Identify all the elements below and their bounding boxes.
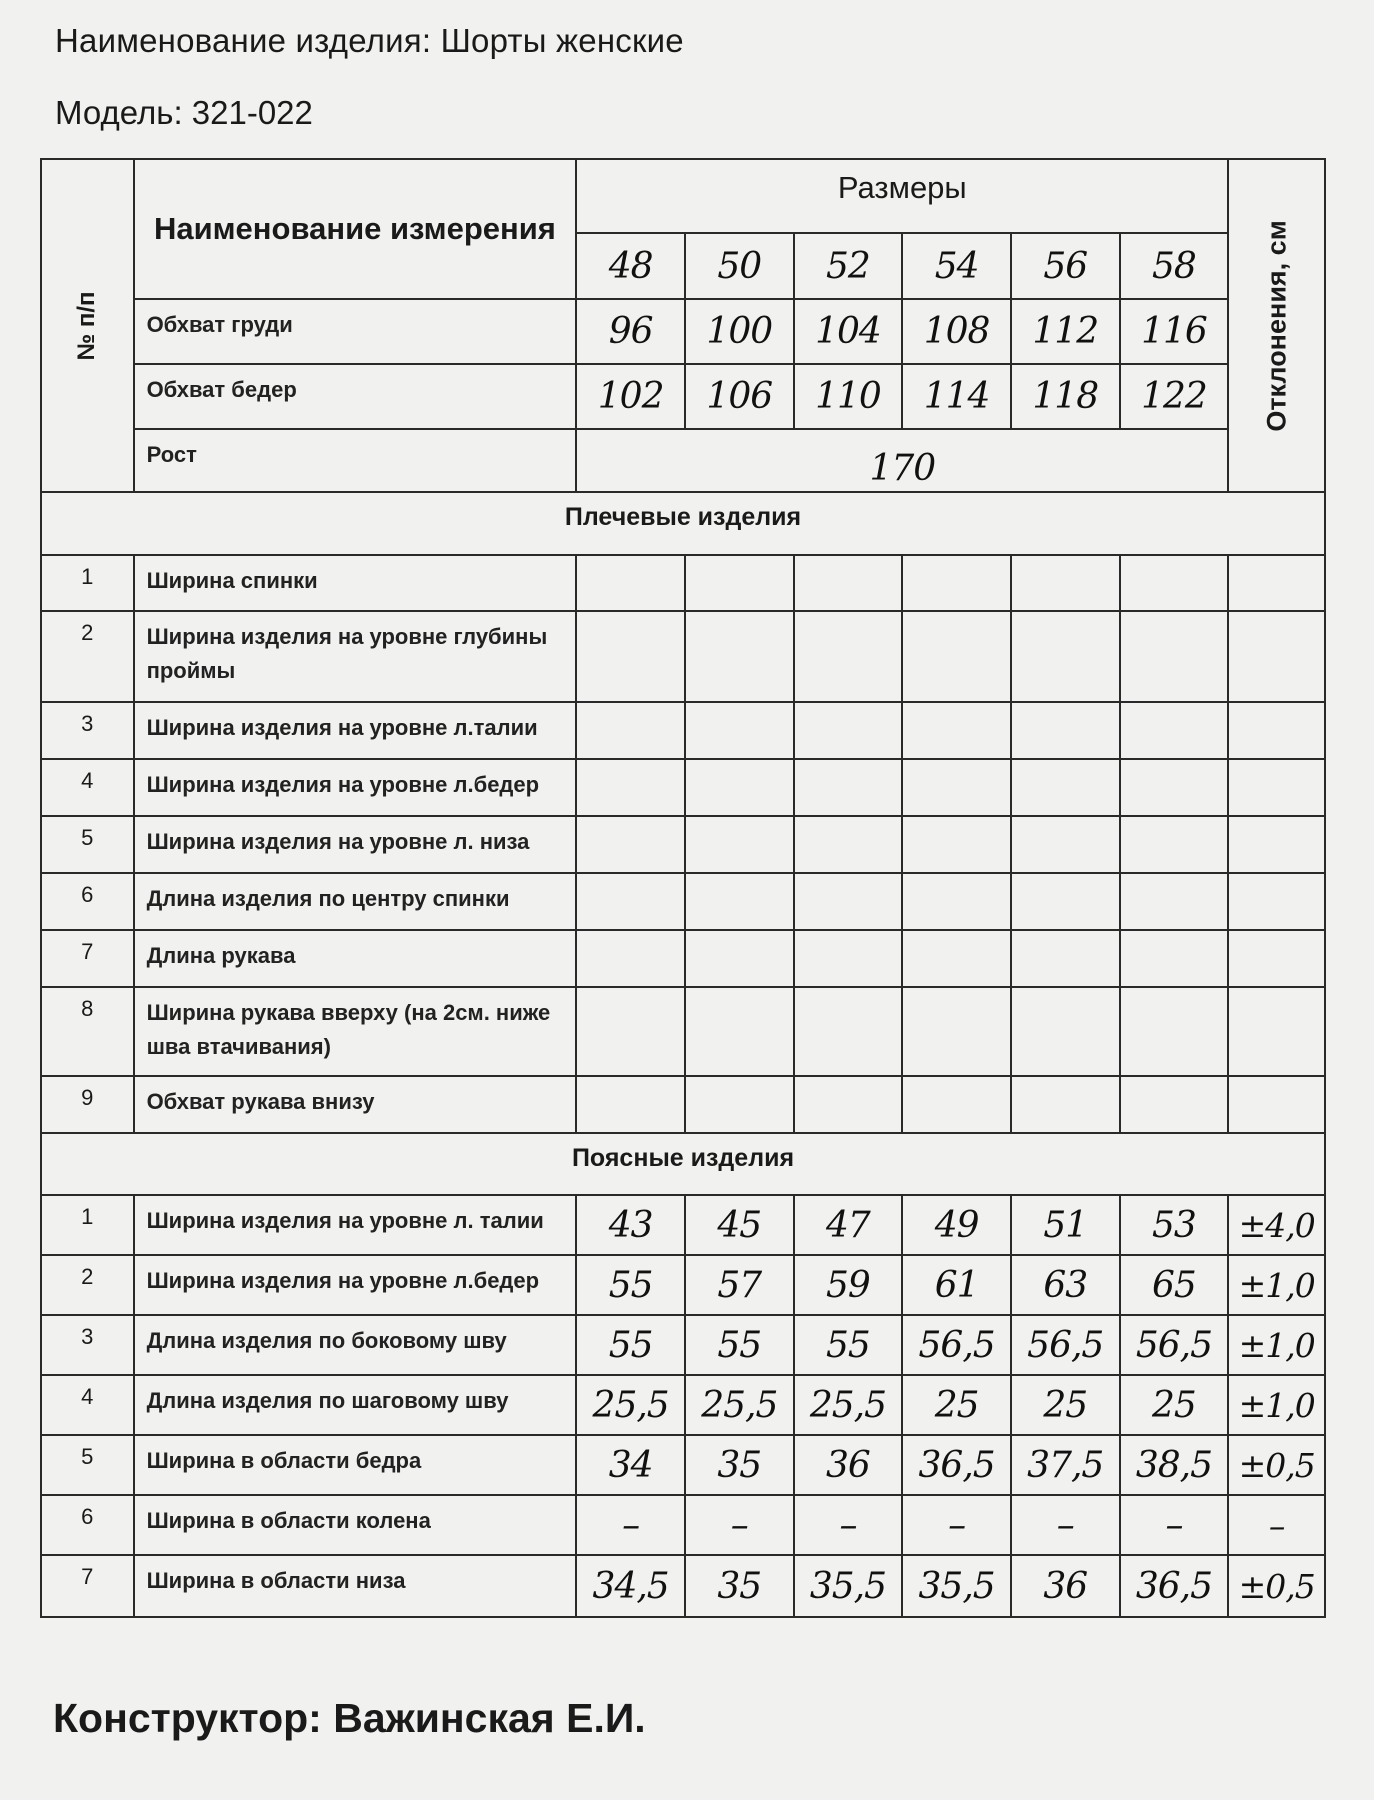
value-cell: 25 [1011,1375,1120,1435]
col-header-number: № п/п [41,159,134,492]
row-label: Обхват бедер [134,364,577,429]
row-number: 1 [41,555,134,611]
size-cell: 50 [685,233,794,299]
table-row [41,816,1325,873]
value-cell: 57 [685,1255,794,1315]
value-cell: 106 [685,364,794,429]
table-row [41,702,1325,759]
value-cell: 35 [685,1435,794,1495]
value-cell: 108 [902,299,1011,364]
row-label: Длина рукава [134,930,577,987]
section-title-shoulder: Плечевые изделия [41,492,1325,555]
row-label: Ширина изделия на уровне глубины проймы [134,611,577,702]
row-label: Ширина изделия на уровне л.бедер [134,1255,577,1315]
table-row [41,930,1325,987]
row-number: 7 [41,930,134,987]
value-cell: 56,5 [1120,1315,1229,1375]
value-cell: 49 [902,1195,1011,1255]
value-cell: 34,5 [576,1555,685,1617]
value-cell: 55 [576,1315,685,1375]
table-row [41,987,1325,1076]
body-row [41,299,1325,364]
row-number: 3 [41,1315,134,1375]
size-cell: 48 [576,233,685,299]
row-number: 4 [41,759,134,816]
value-cell: 110 [794,364,903,429]
table-row [41,1076,1325,1133]
table-row [41,873,1325,930]
value-cell: 100 [685,299,794,364]
col-header-deviation: Отклонения, см [1228,159,1325,492]
value-cell: 43 [576,1195,685,1255]
value-cell: 59 [794,1255,903,1315]
model-number: Модель: 321-022 [55,94,313,131]
value-cell: 25 [1120,1375,1229,1435]
row-label: Ширина изделия на уровне л. низа [134,816,577,873]
table-row [41,1555,1325,1617]
value-cell: 118 [1011,364,1120,429]
deviation-cell: ±0,5 [1228,1555,1325,1617]
row-label: Ширина изделия на уровне л.талии [134,702,577,759]
row-number: 2 [41,1255,134,1315]
value-cell: 112 [1011,299,1120,364]
row-number: 6 [41,1495,134,1555]
row-label: Ширина спинки [134,555,577,611]
value-cell: 56,5 [1011,1315,1120,1375]
row-label: Ширина в области низа [134,1555,577,1617]
col-header-sizes: Размеры [576,159,1228,233]
value-cell: 96 [576,299,685,364]
size-cell: 56 [1011,233,1120,299]
value-cell: 25,5 [794,1375,903,1435]
value-cell: 51 [1011,1195,1120,1255]
value-cell: 36,5 [902,1435,1011,1495]
value-cell: 45 [685,1195,794,1255]
height-row [41,429,1325,492]
deviation-cell: ±1,0 [1228,1375,1325,1435]
table-row [41,1375,1325,1435]
value-cell: 55 [794,1315,903,1375]
size-cell: 58 [1120,233,1229,299]
deviation-cell: ±1,0 [1228,1255,1325,1315]
value-cell: 25 [902,1375,1011,1435]
size-cell: 54 [902,233,1011,299]
value-cell: 104 [794,299,903,364]
table-row [41,1495,1325,1555]
table-row [41,1195,1325,1255]
row-label: Длина изделия по шаговому шву [134,1375,577,1435]
section-title-waist: Поясные изделия [41,1133,1325,1195]
measurement-table [40,158,1326,1618]
col-header-name: Наименование измерения [134,159,577,299]
size-cell: 52 [794,233,903,299]
row-label: Обхват груди [134,299,577,364]
value-cell: 38,5 [1120,1435,1229,1495]
row-label: Ширина в области колена [134,1495,577,1555]
row-label: Ширина в области бедра [134,1435,577,1495]
row-number: 5 [41,816,134,873]
table-row [41,1255,1325,1315]
table-row [41,759,1325,816]
value-cell: 37,5 [1011,1435,1120,1495]
value-cell: 47 [794,1195,903,1255]
product-title: Наименование изделия: Шорты женские [55,22,684,59]
value-cell: – [576,1495,685,1555]
row-number: 1 [41,1195,134,1255]
row-number: 7 [41,1555,134,1617]
value-cell: 65 [1120,1255,1229,1315]
value-cell: – [794,1495,903,1555]
row-label: Ширина изделия на уровне л. талии [134,1195,577,1255]
value-cell: 35 [685,1555,794,1617]
row-number: 6 [41,873,134,930]
row-label: Длина изделия по боковому шву [134,1315,577,1375]
deviation-cell: – [1228,1495,1325,1555]
value-cell: – [685,1495,794,1555]
value-cell: 35,5 [902,1555,1011,1617]
value-cell: 63 [1011,1255,1120,1315]
row-number: 5 [41,1435,134,1495]
body-row [41,364,1325,429]
value-cell: 53 [1120,1195,1229,1255]
value-cell: 36 [794,1435,903,1495]
row-number: 8 [41,987,134,1076]
value-cell: 114 [902,364,1011,429]
deviation-cell: ±0,5 [1228,1435,1325,1495]
table-row [41,611,1325,702]
value-cell: 34 [576,1435,685,1495]
value-cell: 36,5 [1120,1555,1229,1617]
row-number: 4 [41,1375,134,1435]
row-label: Обхват рукава внизу [134,1076,577,1133]
height-value: 170 [576,429,1228,492]
value-cell: 122 [1120,364,1229,429]
value-cell: 36 [1011,1555,1120,1617]
value-cell: – [1120,1495,1229,1555]
value-cell: 25,5 [685,1375,794,1435]
value-cell: 25,5 [576,1375,685,1435]
value-cell: 55 [685,1315,794,1375]
row-number: 2 [41,611,134,702]
constructor-signature-line: Конструктор: Важинская Е.И. [53,1695,646,1741]
row-label: Ширина рукава вверху (на 2см. ниже шва втачивания) [134,987,577,1076]
row-label: Длина изделия по центру спинки [134,873,577,930]
value-cell: 102 [576,364,685,429]
value-cell: – [902,1495,1011,1555]
value-cell: 61 [902,1255,1011,1315]
table-row [41,1435,1325,1495]
value-cell: 116 [1120,299,1229,364]
table-row [41,1315,1325,1375]
deviation-cell: ±1,0 [1228,1315,1325,1375]
table-row [41,555,1325,611]
value-cell: 55 [576,1255,685,1315]
value-cell: 56,5 [902,1315,1011,1375]
row-number: 3 [41,702,134,759]
value-cell: – [1011,1495,1120,1555]
row-label: Рост [134,429,577,492]
value-cell: 35,5 [794,1555,903,1617]
row-number: 9 [41,1076,134,1133]
row-label: Ширина изделия на уровне л.бедер [134,759,577,816]
deviation-cell: ±4,0 [1228,1195,1325,1255]
